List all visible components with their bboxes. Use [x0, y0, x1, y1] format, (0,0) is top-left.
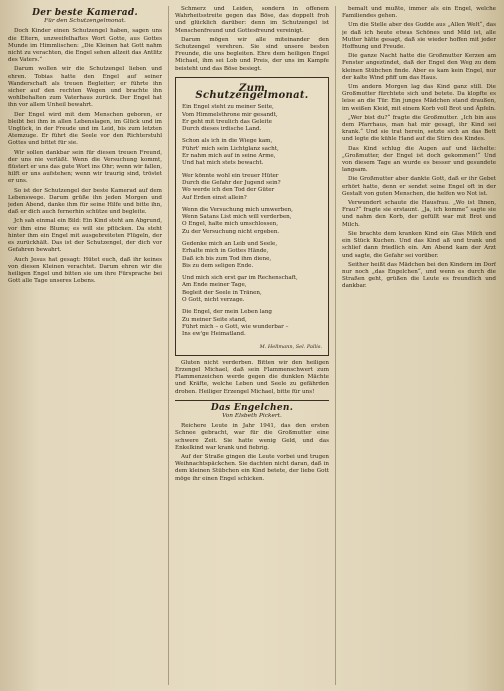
poem-line: Zu der Versuchung nicht ergeben.: [182, 228, 280, 235]
poem-stanza: [182, 207, 322, 236]
poem-line: Durch dieses irdische Land.: [182, 126, 262, 133]
poem-stanza: [182, 241, 322, 270]
paragraph: Die Großmutter aber dankte Gott, daß er ihr Gebet erhört hatte, denn er sendet seine Engel oft in der Gestalt von guten Menschen, die helfen wo Not ist.: [342, 176, 496, 197]
poem-line: Führt mich – o Gott, wie wunderbar –: [182, 323, 289, 330]
paragraph: Die ganze Nacht hatte die Großmutter Kerzen am Fenster angezündet, daß der Engel den Weg zu dem kleinen Stübchen finde. Aber es kam kein Engel, nur der kalte Wind pfiff um das Haus.: [342, 53, 496, 81]
paragraph: Auf der Straße gingen die Leute vorbei und trugen Weihnachtspäckchen. Sie dachten nicht daran, daß in dem kleinen Stübchen ein Kind betete, der liebe Gott möge ihr einen Engel schicken.: [175, 453, 329, 482]
poem-line: Ein Engel steht zu meiner Seite,: [182, 104, 274, 111]
poem-title: Zum Schutzengelmonat.: [195, 82, 309, 102]
paragraph: bemalt und mußte, immer als ein Engel, welche Familiendes gehen.: [342, 6, 496, 20]
paragraph: Seither heißt das Mädchen bei den Kindern im Dorf nur noch „das Engelchen“, und wenn es durch die Straßen geht, grüßen die Leute es freundlich und dankbar.: [342, 261, 496, 290]
poem-line: Daß ich bis zum Tod ihm diene,: [182, 255, 272, 262]
poem-line: Am Ende meiner Tage,: [182, 282, 247, 289]
poem-stanza: [182, 138, 322, 167]
poem-line: Wenn Satans List mich will verderben,: [182, 214, 292, 221]
paragraph: Um andern Morgen lag das Kind ganz still. Die Großmutter fürchtete sich und betete. Da klopfte es leise an die Tür. Ein junges Mädchen stand draußen, im weißen Kleid, mit einem Korb voll Brot und Äpfeln.: [342, 84, 496, 112]
middle-column: [175, 6, 329, 685]
paragraph: Schmerz und Leiden, sondern in offenem Wahrheitsstreite gegen das Böse, das doppelt froh und glücklich darüber: denn im Schutzengel ist Menschenfreund und Gottesfreund vereinigt.: [175, 6, 329, 34]
poem-line: Und mich sich erst gar im Rechenschaft,: [182, 275, 298, 282]
column-layout: [8, 6, 496, 685]
poem-line: Führt' mich sein Lichtglanz sacht,: [182, 145, 279, 152]
poem-line: Ins ew'ge Heimatland.: [182, 331, 246, 338]
right-column: [342, 6, 496, 685]
paragraph: Wir sollen dankbar sein für diesen treuen Freund, der uns nie verläßt. Wenn die Versuchung kommt, flüstert er uns das gute Wort ins Ohr; wenn wir fallen, hilft er uns aufstehen; wenn wir traurig sind, tröstet er uns.: [8, 149, 162, 185]
poem-stanza: [182, 173, 322, 202]
poem-line: Er geht mit treulich das Geleite: [182, 118, 272, 125]
poem-line: Auf Erden einst allein?: [182, 194, 247, 201]
paragraph: Jch sah einmal ein Bild: Ein Kind steht am Abgrund, vor ihm eine Blume; es will sie pflücken. Da steht hinter ihm ein Engel mit ausgebreiteten Flügeln, der es zurückhält. Das ist der Schutzengel, der dich vor Gefahren bewahrt.: [8, 218, 162, 254]
poem-line: Er nahm mich auf in seine Arme,: [182, 153, 276, 160]
paragraph: Um die Stelle aber des Gudde aus „Allen Welt“, das je daß ich heute etwas Schönes und Mild ist, alle Mutter hätte gesagt, daß sie wieder hoffen mit jeder Hoffnung und Freude.: [342, 22, 496, 51]
paragraph: Auch Jesus hat gesagt: Hütet euch, daß ihr keines von diesen Kleinen verachtet. Darum ehren wir die heiligen Engel und bitten sie um ihre Fürsprache bei Gott alle Tage unseres Lebens.: [8, 256, 162, 285]
paragraph: Doch Kinder einen Schutzengel haben, sagen uns die Eltern, unzweifelhaftes Wort Gotte, aus Gottes Munde im Himmlischen: „Die Kleinen hat Gott nahm nicht zu verachten, die Engel sehen allzeit das Antlitz des Vaters.“: [8, 28, 162, 64]
poem-stanza: [182, 275, 322, 304]
poem-line: Durch die Gefahr der Jugend sein?: [182, 179, 281, 186]
poem-line: Wo werde ich den Tod der Güter: [182, 187, 275, 194]
poem-line: Begleit der Seele in Tränen,: [182, 289, 262, 296]
poem-line: Vom Himmelsthrone mir gesandt,: [182, 111, 278, 118]
article-subheading: Für den Schutzengelmonat.: [44, 18, 126, 25]
poem-author: M. Hellmann, Sel. Pallis.: [259, 343, 322, 350]
paragraph: „Wer bist du?“ fragte die Großmutter. „Ich bin aus dem Pfarrhaus, man hat mir gesagt, ihr Kind sei krank.“ Und sie trat herein, setzte sich an das Bett und legte die kühle Hand auf die Stirn des Kindes.: [342, 114, 496, 143]
column-divider: [168, 6, 169, 685]
paragraph: Verwundert schaute die Hausfrau. „Wo ist Ihnen, Frau?“ fragte sie erstaunt. „Ja, ich komme“ sagte sie und nahm den Korb, der gefüllt war mit Brot und Milch.: [342, 200, 496, 228]
poem-box: [175, 77, 329, 356]
poem-stanza: [182, 309, 322, 338]
article-heading: Der beste Kamerad.: [32, 8, 138, 18]
section-divider: [175, 400, 329, 401]
poem-line: Bis zu dem seligen Ende.: [182, 262, 254, 269]
paragraph: Darum wollen wir die Schutzengel lieben und ehren. Tobias hatte den Engel auf seiner Wanderschaft als treuen Begleiter; er führte ihn sicher auf den rechten Wegen und brachte ihn wohlbehalten zum Vaterhaus zurück. Der Engel hat ihn vor allem Unheil bewahrt.: [8, 66, 162, 109]
poem-line: Zu meiner Seite stand,: [182, 316, 247, 323]
story-title: Das Engelchen.: [210, 402, 294, 413]
poem-line: Und hat mich stets bewacht.: [182, 160, 264, 167]
poem-line: Die Engel, der mein Leben lang: [182, 309, 273, 316]
paragraph: Der Engel wird mit dem Menschen geboren, er bleibt bei ihm in allen Lebenslagen, im Glück und im Unglück, in der Freude und im Leid, bis zum letzten Atemzuge. Er führt die Seele vor den Richterstuhl Gottes und bittet für sie.: [8, 111, 162, 147]
poem-stanza: [182, 104, 322, 133]
poem-line: Wenn die Versuchung mich umwerben,: [182, 206, 293, 213]
poem-line: Wer könnte wohl ein treuer Hüter: [182, 172, 279, 179]
paragraph: Das Kind schlug die Augen auf und lächelte: „Großmutter, der Engel ist doch gekommen!“ Und von diesem Tage an wurde es besser und gesundete langsam.: [342, 145, 496, 174]
paragraph: Darum mögen wir alle miteinander den Schutzengel verehren. Sie sind unsere besten Freunde, die uns begleiten. Ehre dem heiligen Engel Michael, ihm sei Lob und Preis, der uns im Kampfe beisteht und das Böse besiegt.: [175, 36, 329, 72]
poem-line: O Engel, halte mich umschlossen,: [182, 221, 279, 228]
poem-line: O Gott, nicht verzage.: [182, 297, 245, 304]
poem-line: Erhalte mich in Gottes Hände,: [182, 248, 269, 255]
paragraph: Sie brachte dem kranken Kind ein Glas Milch und ein Stück Kuchen. Und das Kind aß und trank und schlief dann friedlich ein. Am Abend kam der Arzt und sagte, die Gefahr sei vorüber.: [342, 230, 496, 259]
story-byline: Von Elsbeth Pickert.: [222, 412, 282, 419]
left-column: [8, 6, 162, 685]
column-divider: [335, 6, 336, 685]
paragraph: Gluten nicht verderben. Bitten wir den heiligen Erzengel Michael, daß sein Flammenschwert zum Flammenzeichen werde gegen die dunklen Mächte und Kräfte, welche Leben und Seele zu gefährden drohen. Heiliger Erzengel Michael, bitte für uns!: [175, 359, 329, 395]
poem-line: Schon als ich in die Wiege kam,: [182, 138, 273, 145]
poem-line: Gedenke mich an Leib und Seele,: [182, 240, 278, 247]
paragraph: So ist der Schutzengel der beste Kamerad auf dem Lebenswege. Darum grüße ihn jeden Morgen und jeden Abend, danke ihm für seine Hilfe und bitte ihn, daß er dich auch fernerhin schütze und begleite.: [8, 187, 162, 216]
paragraph: Reichere Leute in Jahr 1941, das den ersten Schnee gebracht, war für die Großmutter eine schwere Zeit. Sie hatte wenig Geld, und das Enkelkind war krank und fiebrig.: [175, 423, 329, 451]
